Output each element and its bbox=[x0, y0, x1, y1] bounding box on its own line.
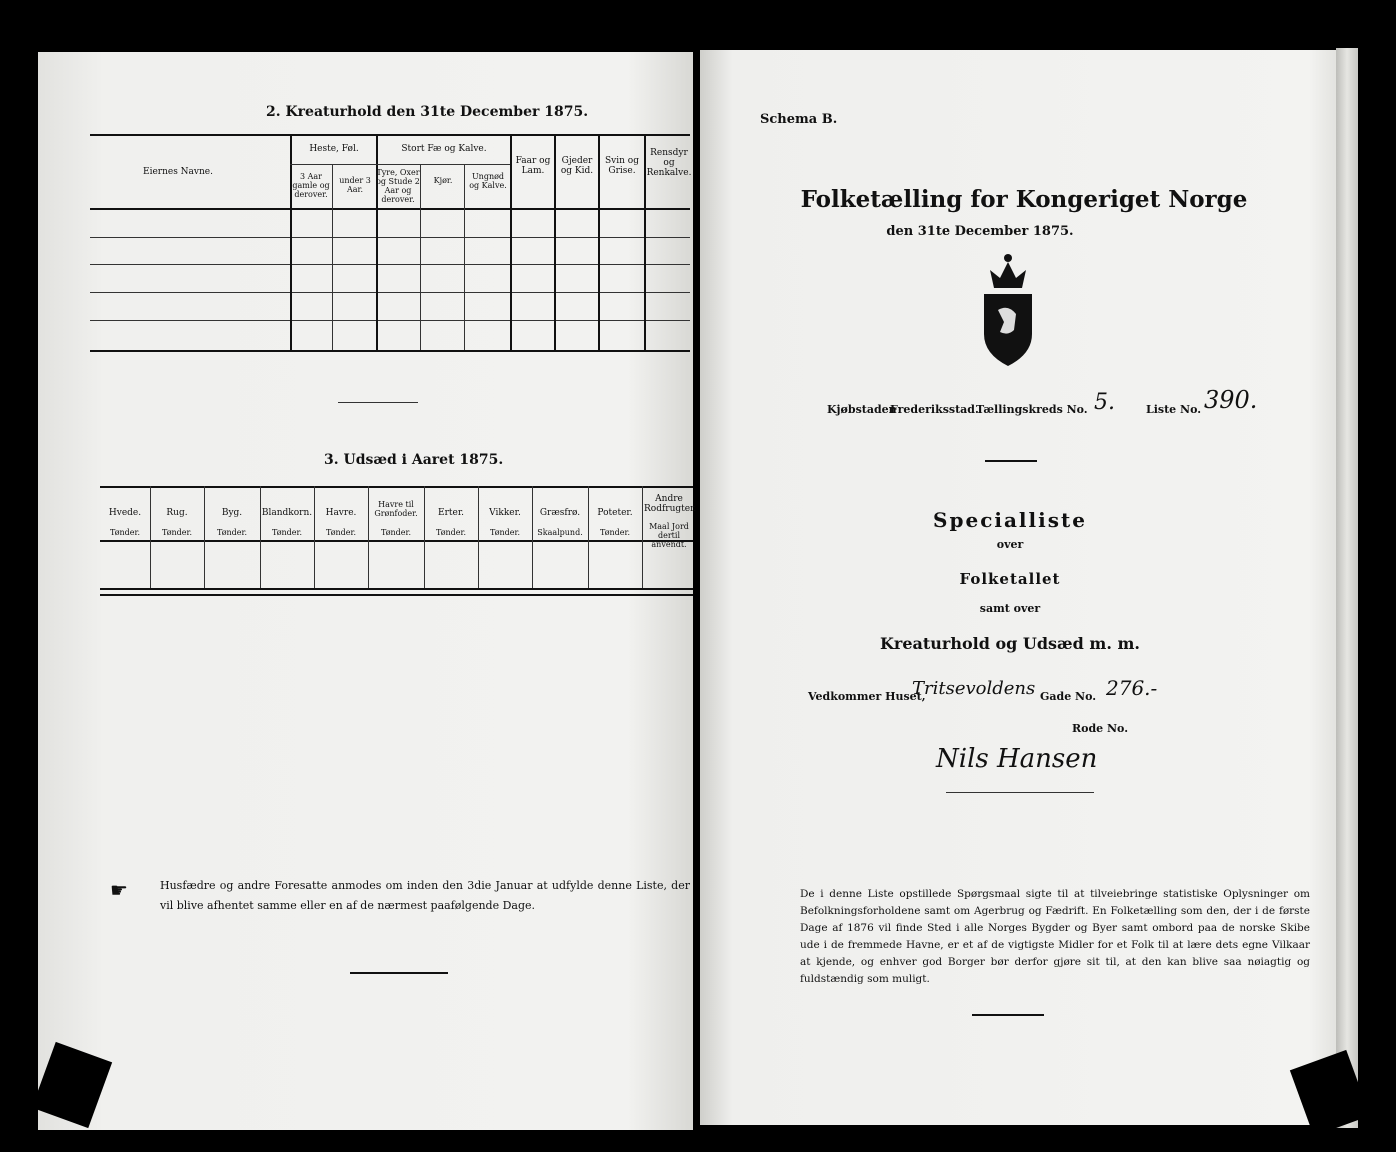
rode-label: Rode No. bbox=[1072, 722, 1129, 735]
table3-bottom-rule bbox=[100, 594, 693, 596]
kreaturhold-heading: Kreaturhold og Udsæd m. m. bbox=[880, 634, 1140, 653]
udsaed-col-name: Græsfrø. bbox=[539, 508, 581, 518]
signature: Nils Hansen bbox=[936, 744, 1098, 774]
table2-col-line bbox=[420, 164, 421, 350]
stort-sub-b: Kjør. bbox=[433, 176, 453, 185]
explanation-paragraph: De i denne Liste opstillede Spørgsmaal sigte til at tilveiebringe statistiske Oplysninger om Befolkningsforholdene samt om Agerbrug og Fædrift. En Folketælling som den, der i de første Dage af 1876 vil finde Sted i alle Norges Bygder og Byer samt ombord paa de norske Skibe ude i de fremmede Havne, er et af de vigtigste Midler for et Folk til at lære dets egne Vilkaar at kjende, og enhver god Borger bør derfor gjøre sit til, at den kan blive saa nøiagtig og fuldstændig som muligt. bbox=[800, 888, 1310, 985]
owner-column-header: Eiernes Navne. bbox=[143, 167, 213, 177]
table3-col-line bbox=[260, 486, 261, 588]
table3-col-line bbox=[204, 486, 205, 588]
divider-short bbox=[972, 1014, 1044, 1016]
census-date: den 31te December 1875. bbox=[886, 224, 1074, 239]
table3-col-line bbox=[642, 486, 643, 588]
stort-fae-header: Stort Fæ og Kalve. bbox=[401, 144, 487, 154]
udsaed-col-unit: Tønder. bbox=[599, 528, 631, 537]
udsaed-col-unit: Tønder. bbox=[271, 528, 303, 537]
gade-value: 276.- bbox=[1106, 676, 1158, 700]
krets-value: 5. bbox=[1094, 390, 1115, 415]
specialliste-heading: Specialliste bbox=[933, 508, 1087, 532]
table2-subheader-line bbox=[290, 164, 510, 165]
table3-top-rule bbox=[100, 486, 693, 488]
liste-value: 390. bbox=[1204, 386, 1258, 414]
left-page bbox=[38, 52, 697, 1130]
udsaed-col-name: Poteter. bbox=[597, 508, 633, 518]
huset-value: Tritsevoldens bbox=[912, 678, 1036, 699]
kjobstad-label: Kjøbstaden bbox=[827, 403, 897, 416]
samt-over-text: samt over bbox=[979, 602, 1041, 615]
main-title: Folketælling for Kongeriget Norge bbox=[800, 186, 1248, 213]
udsaed-col-unit: Tønder. bbox=[109, 528, 141, 537]
coat-of-arms-icon bbox=[978, 250, 1038, 370]
table3-col-line bbox=[150, 486, 151, 588]
udsaed-col-unit: Skaalpund. bbox=[537, 528, 583, 537]
table3-col-line bbox=[478, 486, 479, 588]
udsaed-col-name: Rug. bbox=[166, 508, 188, 518]
stort-sub-c: Ungnød og Kalve. bbox=[469, 172, 507, 190]
table3-col-line bbox=[424, 486, 425, 588]
table2-col-line bbox=[464, 164, 465, 350]
schema-label: Schema B. bbox=[760, 112, 838, 127]
udsaed-col-name: Havre til Grønfoder. bbox=[374, 500, 418, 518]
signature-line bbox=[946, 792, 1094, 793]
udsaed-col-unit: Tønder. bbox=[435, 528, 467, 537]
stort-sub-a: Tyre, Oxer og Stude 2 Aar og derover. bbox=[376, 168, 420, 204]
udsaed-col-unit: Tønder. bbox=[380, 528, 412, 537]
table2-row-line bbox=[90, 292, 690, 293]
heste-sub-b: under 3 Aar. bbox=[339, 176, 371, 194]
gjeder-header: Gjeder og Kid. bbox=[560, 156, 594, 176]
huset-label: Vedkommer Huset, bbox=[808, 690, 926, 703]
faar-header: Faar og Lam. bbox=[515, 156, 551, 176]
divider-short bbox=[350, 972, 448, 974]
udsaed-col-name: Andre Rodfrugter. bbox=[644, 494, 697, 514]
udsaed-col-unit: Tønder. bbox=[161, 528, 193, 537]
udsaed-col-name: Byg. bbox=[221, 508, 243, 518]
table2-col-line bbox=[376, 134, 378, 350]
table2-row-line bbox=[90, 320, 690, 321]
udsaed-col-unit: Tønder. bbox=[325, 528, 357, 537]
udsaed-col-unit: Tønder. bbox=[216, 528, 248, 537]
divider-short bbox=[985, 460, 1037, 462]
krets-label: Tællingskreds No. bbox=[976, 403, 1088, 416]
table2-col-line bbox=[332, 164, 333, 350]
gade-label: Gade No. bbox=[1040, 690, 1097, 703]
over-text: over bbox=[996, 538, 1024, 551]
heste-header: Heste, Føl. bbox=[309, 144, 359, 154]
right-page bbox=[700, 50, 1348, 1125]
notice-text: Husfædre og andre Foresatte anmodes om inden den 3die Januar at udfylde denne Liste, der vil blive afhentet samme eller en af de nærmest paafølgende Dage. bbox=[160, 879, 690, 912]
table3-header-rule bbox=[100, 540, 693, 542]
udsaed-col-name: Havre. bbox=[325, 508, 357, 518]
rensdyr-header: Rensdyr og Renkalve. bbox=[646, 148, 692, 178]
table2-col-line bbox=[290, 134, 292, 350]
divider-short bbox=[338, 402, 418, 403]
table2-top-rule bbox=[90, 134, 690, 136]
section2-title: 2. Kreaturhold den 31te December 1875. bbox=[266, 104, 589, 120]
page-edge bbox=[1336, 48, 1358, 1128]
folketallet-heading: Folketallet bbox=[959, 570, 1061, 588]
table3-col-line bbox=[588, 486, 589, 588]
udsaed-col-unit: Maal Jord dertil anvendt. bbox=[649, 522, 689, 549]
table2-row-line bbox=[90, 264, 690, 265]
svin-header: Svin og Grise. bbox=[605, 156, 639, 176]
table2-row-line bbox=[90, 237, 690, 238]
section3-title: 3. Udsæd i Aaret 1875. bbox=[324, 452, 504, 468]
table2-bottom-rule bbox=[90, 350, 690, 352]
heste-sub-a: 3 Aar gamle og derover. bbox=[292, 172, 330, 199]
table2-header-rule bbox=[90, 208, 690, 210]
table3-col-line bbox=[314, 486, 315, 588]
table3-mid-rule bbox=[100, 588, 693, 590]
udsaed-col-unit: Tønder. bbox=[489, 528, 521, 537]
udsaed-col-name: Erter. bbox=[438, 508, 464, 518]
kjobstad-value: Frederiksstad. bbox=[890, 403, 979, 416]
udsaed-col-name: Vikker. bbox=[489, 508, 521, 518]
liste-label: Liste No. bbox=[1146, 403, 1202, 416]
udsaed-col-name: Hvede. bbox=[108, 508, 142, 518]
pointing-hand-icon: ☛ bbox=[110, 878, 128, 902]
table3-col-line bbox=[532, 486, 533, 588]
udsaed-col-name: Blandkorn. bbox=[261, 508, 313, 518]
